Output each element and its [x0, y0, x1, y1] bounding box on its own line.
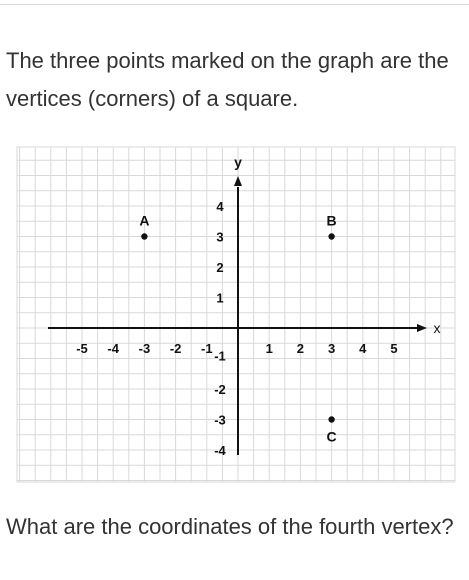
y-tick-label: 2: [216, 260, 224, 275]
y-axis-label: y: [234, 154, 242, 170]
x-tick-label: -3: [138, 341, 151, 356]
x-tick-label: -5: [76, 341, 88, 356]
x-tick-label: 4: [359, 341, 367, 356]
grid-frame: [17, 147, 455, 482]
x-tick-label: 5: [390, 341, 398, 356]
y-tick-label: 1: [216, 290, 224, 306]
point-c: [328, 416, 334, 422]
grid: [17, 147, 455, 482]
x-tick-label: -4: [107, 341, 119, 356]
y-tick-label: -4: [214, 443, 226, 458]
x-axis-label: x: [433, 320, 441, 336]
axes: [48, 176, 427, 455]
x-tick-label: 1: [265, 341, 273, 356]
y-tick-label: -1: [214, 348, 226, 364]
point-a: [141, 233, 147, 239]
y-tick-label: 3: [216, 229, 224, 245]
point-label-c: C: [326, 428, 337, 445]
tick-labels: [76, 154, 440, 458]
x-tick-label: 3: [327, 341, 336, 356]
point-label-b: B: [326, 212, 337, 229]
point-label-a: A: [139, 212, 150, 229]
x-tick-label: 2: [296, 341, 305, 356]
y-axis-arrow: [234, 176, 242, 186]
x-tick-label: -2: [169, 341, 182, 356]
y-tick-label: -3: [214, 412, 226, 428]
question-intro-text: The three points marked on the graph are the vertices (corners) of a square.: [6, 48, 449, 111]
x-tick-label: -1: [201, 341, 213, 356]
point-b: [328, 233, 334, 239]
y-tick-label: -2: [214, 382, 226, 397]
question-prompt-text: What are the coordinates of the fourth vertex?: [6, 514, 454, 539]
y-tick-label: 4: [216, 199, 224, 214]
